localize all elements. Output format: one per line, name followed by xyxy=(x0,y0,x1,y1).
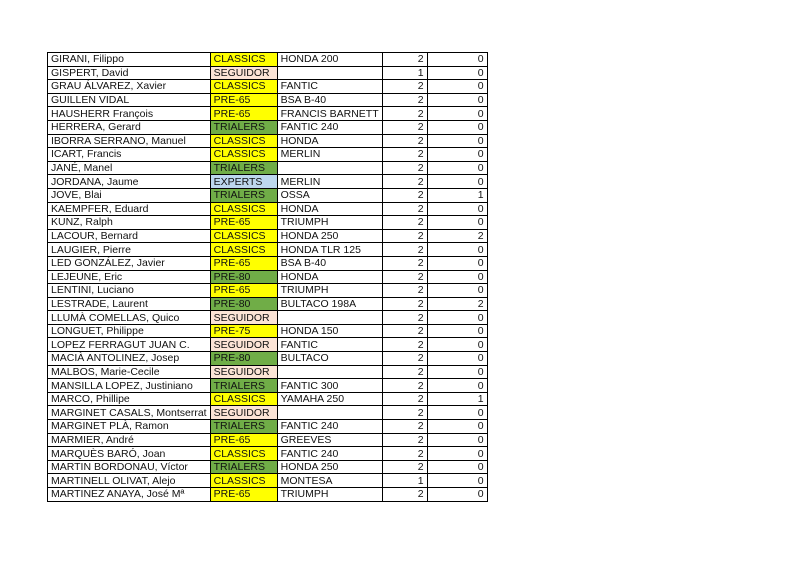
count-b-cell[interactable]: 0 xyxy=(427,161,487,175)
table-row xyxy=(48,270,488,284)
category-cell[interactable]: PRE-75 xyxy=(210,324,277,338)
count-b-cell[interactable]: 0 xyxy=(427,120,487,134)
count-b-cell[interactable]: 0 xyxy=(427,460,487,474)
category-cell[interactable]: TRIALERS xyxy=(210,460,277,474)
count-b-cell[interactable]: 0 xyxy=(427,202,487,216)
count-a-cell[interactable]: 2 xyxy=(382,270,427,284)
category-cell[interactable]: CLASSICS xyxy=(210,474,277,488)
bike-cell[interactable]: MERLIN xyxy=(277,148,382,162)
rider-name-cell[interactable]: GIRANI, Filippo xyxy=(48,53,211,67)
table-row xyxy=(48,406,488,420)
count-a-cell[interactable]: 2 xyxy=(382,406,427,420)
count-a-cell[interactable]: 2 xyxy=(382,365,427,379)
rider-name-cell[interactable]: MANSILLA LOPEZ, Justiniano xyxy=(48,379,211,393)
rider-name-cell[interactable]: LEJEUNE, Eric xyxy=(48,270,211,284)
count-b-cell[interactable]: 0 xyxy=(427,80,487,94)
bike-cell[interactable] xyxy=(277,365,382,379)
count-b-cell[interactable]: 0 xyxy=(427,243,487,257)
bike-cell[interactable]: TRIUMPH xyxy=(277,216,382,230)
category-cell[interactable]: SEGUIDOR xyxy=(210,338,277,352)
table-row xyxy=(48,256,488,270)
category-cell[interactable]: PRE-80 xyxy=(210,352,277,366)
bike-cell[interactable]: OSSA xyxy=(277,188,382,202)
table-row xyxy=(48,352,488,366)
count-a-cell[interactable]: 2 xyxy=(382,433,427,447)
table-row xyxy=(48,53,488,67)
count-b-cell[interactable]: 0 xyxy=(427,365,487,379)
table-row xyxy=(48,107,488,121)
bike-cell[interactable] xyxy=(277,311,382,325)
bike-cell[interactable]: GREEVES xyxy=(277,433,382,447)
table-row xyxy=(48,420,488,434)
count-a-cell[interactable]: 2 xyxy=(382,148,427,162)
table-row xyxy=(48,474,488,488)
count-b-cell[interactable]: 0 xyxy=(427,338,487,352)
rider-name-cell[interactable]: GUILLEN VIDAL xyxy=(48,93,211,107)
rider-name-cell[interactable]: GISPERT, David xyxy=(48,66,211,80)
count-b-cell[interactable]: 0 xyxy=(427,352,487,366)
count-a-cell[interactable]: 2 xyxy=(382,216,427,230)
category-cell[interactable]: TRIALERS xyxy=(210,120,277,134)
rider-name-cell[interactable]: LED GONZÁLEZ, Javier xyxy=(48,256,211,270)
rider-name-cell[interactable]: HERRERA, Gerard xyxy=(48,120,211,134)
table-row xyxy=(48,392,488,406)
count-b-cell[interactable]: 1 xyxy=(427,392,487,406)
category-cell[interactable]: PRE-65 xyxy=(210,107,277,121)
category-cell[interactable]: TRIALERS xyxy=(210,188,277,202)
count-a-cell[interactable]: 2 xyxy=(382,229,427,243)
category-cell[interactable]: CLASSICS xyxy=(210,447,277,461)
count-b-cell[interactable]: 0 xyxy=(427,474,487,488)
count-a-cell[interactable]: 2 xyxy=(382,134,427,148)
rider-name-cell[interactable]: ICART, Francis xyxy=(48,148,211,162)
table-row xyxy=(48,66,488,80)
count-b-cell[interactable]: 0 xyxy=(427,148,487,162)
rider-name-cell[interactable]: MARGINET CASALS, Montserrat xyxy=(48,406,211,420)
count-b-cell[interactable]: 0 xyxy=(427,488,487,502)
count-a-cell[interactable]: 2 xyxy=(382,488,427,502)
bike-cell[interactable]: HONDA TLR 125 xyxy=(277,243,382,257)
count-b-cell[interactable]: 0 xyxy=(427,420,487,434)
bike-cell[interactable]: HONDA xyxy=(277,134,382,148)
category-cell[interactable]: TRIALERS xyxy=(210,420,277,434)
table-row xyxy=(48,229,488,243)
count-b-cell[interactable]: 2 xyxy=(427,297,487,311)
rider-name-cell[interactable]: MARCO, Phillipe xyxy=(48,392,211,406)
category-cell[interactable]: PRE-65 xyxy=(210,488,277,502)
table-row xyxy=(48,202,488,216)
count-b-cell[interactable]: 0 xyxy=(427,270,487,284)
count-a-cell[interactable]: 2 xyxy=(382,202,427,216)
count-b-cell[interactable]: 0 xyxy=(427,433,487,447)
count-a-cell[interactable]: 2 xyxy=(382,80,427,94)
table-row xyxy=(48,93,488,107)
bike-cell[interactable]: TRIUMPH xyxy=(277,284,382,298)
count-a-cell[interactable]: 2 xyxy=(382,120,427,134)
rider-name-cell[interactable]: LONGUET, Philippe xyxy=(48,324,211,338)
table-row xyxy=(48,243,488,257)
bike-cell[interactable]: BULTACO 198A xyxy=(277,297,382,311)
rider-name-cell[interactable]: LACOUR, Bernard xyxy=(48,229,211,243)
category-cell[interactable]: SEGUIDOR xyxy=(210,66,277,80)
bike-cell[interactable] xyxy=(277,66,382,80)
table-row xyxy=(48,188,488,202)
category-cell[interactable]: CLASSICS xyxy=(210,243,277,257)
category-cell[interactable]: CLASSICS xyxy=(210,148,277,162)
table-row xyxy=(48,365,488,379)
count-a-cell[interactable]: 2 xyxy=(382,93,427,107)
rider-name-cell[interactable]: KUNZ, Ralph xyxy=(48,216,211,230)
table-row xyxy=(48,134,488,148)
table-row xyxy=(48,297,488,311)
count-a-cell[interactable]: 2 xyxy=(382,447,427,461)
count-b-cell[interactable]: 0 xyxy=(427,53,487,67)
category-cell[interactable]: PRE-65 xyxy=(210,216,277,230)
bike-cell[interactable]: FANTIC xyxy=(277,80,382,94)
bike-cell[interactable]: FANTIC xyxy=(277,338,382,352)
bike-cell[interactable]: HONDA 150 xyxy=(277,324,382,338)
bike-cell[interactable]: FANTIC 240 xyxy=(277,120,382,134)
count-b-cell[interactable]: 0 xyxy=(427,379,487,393)
table-row xyxy=(48,488,488,502)
category-cell[interactable]: PRE-65 xyxy=(210,284,277,298)
table-row xyxy=(48,216,488,230)
rider-name-cell[interactable]: LOPEZ FERRAGUT JUAN C. xyxy=(48,338,211,352)
category-cell[interactable]: SEGUIDOR xyxy=(210,311,277,325)
rider-name-cell[interactable]: HAUSHERR François xyxy=(48,107,211,121)
rider-name-cell[interactable]: MARGINET PLÀ, Ramon xyxy=(48,420,211,434)
bike-cell[interactable] xyxy=(277,406,382,420)
bike-cell[interactable]: TRIUMPH xyxy=(277,488,382,502)
rider-name-cell[interactable]: GRAU ÁLVAREZ, Xavier xyxy=(48,80,211,94)
count-a-cell[interactable]: 2 xyxy=(382,53,427,67)
rider-name-cell[interactable]: JANÉ, Manel xyxy=(48,161,211,175)
rider-name-cell[interactable]: LENTINI, Luciano xyxy=(48,284,211,298)
bike-cell[interactable]: MONTESA xyxy=(277,474,382,488)
count-a-cell[interactable]: 2 xyxy=(382,161,427,175)
table-row xyxy=(48,120,488,134)
table-row xyxy=(48,338,488,352)
count-a-cell[interactable]: 2 xyxy=(382,352,427,366)
category-cell[interactable]: CLASSICS xyxy=(210,134,277,148)
category-cell[interactable]: SEGUIDOR xyxy=(210,406,277,420)
bike-cell[interactable]: HONDA 250 xyxy=(277,460,382,474)
table-row xyxy=(48,311,488,325)
category-cell[interactable]: CLASSICS xyxy=(210,202,277,216)
bike-cell[interactable]: HONDA xyxy=(277,270,382,284)
participants-table xyxy=(47,52,488,502)
category-cell[interactable]: PRE-65 xyxy=(210,433,277,447)
table-row xyxy=(48,148,488,162)
count-a-cell[interactable]: 2 xyxy=(382,188,427,202)
count-b-cell[interactable]: 0 xyxy=(427,107,487,121)
count-b-cell[interactable]: 0 xyxy=(427,256,487,270)
category-cell[interactable]: SEGUIDOR xyxy=(210,365,277,379)
bike-cell[interactable]: FANTIC 240 xyxy=(277,420,382,434)
rider-name-cell[interactable]: MARTINEZ ANAYA, José Mª xyxy=(48,488,211,502)
count-b-cell[interactable]: 0 xyxy=(427,216,487,230)
count-a-cell[interactable]: 2 xyxy=(382,324,427,338)
table-row xyxy=(48,460,488,474)
table-row xyxy=(48,284,488,298)
bike-cell[interactable]: FRANCIS BARNETT xyxy=(277,107,382,121)
bike-cell[interactable]: HONDA 250 xyxy=(277,229,382,243)
count-a-cell[interactable]: 2 xyxy=(382,338,427,352)
rider-name-cell[interactable]: MARTIN BORDONAU, Víctor xyxy=(48,460,211,474)
count-a-cell[interactable]: 2 xyxy=(382,107,427,121)
bike-cell[interactable]: HONDA xyxy=(277,202,382,216)
rider-name-cell[interactable]: MARQUÈS BARÓ, Joan xyxy=(48,447,211,461)
category-cell[interactable]: TRIALERS xyxy=(210,379,277,393)
category-cell[interactable]: PRE-65 xyxy=(210,93,277,107)
rider-name-cell[interactable]: IBORRA SERRANO, Manuel xyxy=(48,134,211,148)
table-row xyxy=(48,175,488,189)
count-a-cell[interactable]: 2 xyxy=(382,392,427,406)
rider-name-cell[interactable]: MARTINELL OLIVAT, Alejo xyxy=(48,474,211,488)
rider-name-cell[interactable]: JORDANA, Jaume xyxy=(48,175,211,189)
count-a-cell[interactable]: 2 xyxy=(382,284,427,298)
table-row xyxy=(48,80,488,94)
rider-name-cell[interactable]: LLUMÀ COMELLAS, Quico xyxy=(48,311,211,325)
count-b-cell[interactable]: 0 xyxy=(427,311,487,325)
category-cell[interactable]: EXPERTS xyxy=(210,175,277,189)
bike-cell[interactable]: BSA B-40 xyxy=(277,256,382,270)
bike-cell[interactable]: BSA B-40 xyxy=(277,93,382,107)
count-a-cell[interactable]: 2 xyxy=(382,460,427,474)
bike-cell[interactable]: FANTIC 300 xyxy=(277,379,382,393)
count-a-cell[interactable]: 2 xyxy=(382,379,427,393)
category-cell[interactable]: CLASSICS xyxy=(210,392,277,406)
rider-name-cell[interactable]: JOVE, Blai xyxy=(48,188,211,202)
rider-name-cell[interactable]: MALBOS, Marie-Cecile xyxy=(48,365,211,379)
count-b-cell[interactable]: 0 xyxy=(427,93,487,107)
category-cell[interactable]: CLASSICS xyxy=(210,53,277,67)
table-body xyxy=(48,53,488,502)
count-b-cell[interactable]: 0 xyxy=(427,324,487,338)
category-cell[interactable]: CLASSICS xyxy=(210,229,277,243)
count-b-cell[interactable]: 0 xyxy=(427,66,487,80)
count-a-cell[interactable]: 2 xyxy=(382,243,427,257)
count-a-cell[interactable]: 1 xyxy=(382,66,427,80)
rider-name-cell[interactable]: MACIÀ ANTOLINEZ, Josep xyxy=(48,352,211,366)
table-row xyxy=(48,447,488,461)
count-a-cell[interactable]: 2 xyxy=(382,256,427,270)
rider-name-cell[interactable]: LAUGIER, Pierre xyxy=(48,243,211,257)
table-row xyxy=(48,324,488,338)
bike-cell[interactable]: BULTACO xyxy=(277,352,382,366)
count-b-cell[interactable]: 2 xyxy=(427,229,487,243)
rider-name-cell[interactable]: LESTRADE, Laurent xyxy=(48,297,211,311)
table-row xyxy=(48,161,488,175)
category-cell[interactable]: PRE-65 xyxy=(210,256,277,270)
bike-cell[interactable]: HONDA 200 xyxy=(277,53,382,67)
count-b-cell[interactable]: 0 xyxy=(427,134,487,148)
count-b-cell[interactable]: 1 xyxy=(427,188,487,202)
rider-name-cell[interactable]: MARMIER, André xyxy=(48,433,211,447)
count-a-cell[interactable]: 2 xyxy=(382,311,427,325)
category-cell[interactable]: PRE-80 xyxy=(210,270,277,284)
count-a-cell[interactable]: 2 xyxy=(382,297,427,311)
count-b-cell[interactable]: 0 xyxy=(427,175,487,189)
category-cell[interactable]: CLASSICS xyxy=(210,80,277,94)
table-row xyxy=(48,433,488,447)
bike-cell[interactable] xyxy=(277,161,382,175)
table-row xyxy=(48,379,488,393)
count-b-cell[interactable]: 0 xyxy=(427,406,487,420)
count-a-cell[interactable]: 2 xyxy=(382,420,427,434)
bike-cell[interactable]: MERLIN xyxy=(277,175,382,189)
category-cell[interactable]: TRIALERS xyxy=(210,161,277,175)
bike-cell[interactable]: YAMAHA 250 xyxy=(277,392,382,406)
rider-name-cell[interactable]: KAEMPFER, Eduard xyxy=(48,202,211,216)
count-b-cell[interactable]: 0 xyxy=(427,284,487,298)
count-a-cell[interactable]: 2 xyxy=(382,175,427,189)
count-b-cell[interactable]: 0 xyxy=(427,447,487,461)
category-cell[interactable]: PRE-80 xyxy=(210,297,277,311)
count-a-cell[interactable]: 1 xyxy=(382,474,427,488)
bike-cell[interactable]: FANTIC 240 xyxy=(277,447,382,461)
